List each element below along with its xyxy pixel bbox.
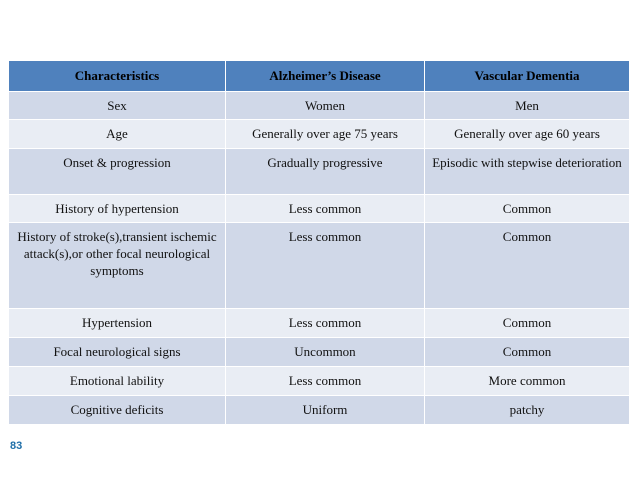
row-vascular-value: Episodic with stepwise deterioration <box>425 149 630 195</box>
table-row <box>9 396 630 425</box>
row-characteristic: Focal neurological signs <box>9 338 226 367</box>
row-vascular-value: Common <box>425 223 630 309</box>
table-row <box>9 120 630 149</box>
comparison-table <box>8 60 630 425</box>
table-row <box>9 195 630 223</box>
row-vascular-value: Men <box>425 92 630 120</box>
row-alzheimers-value: Gradually progressive <box>226 149 425 195</box>
row-characteristic: History of stroke(s),transient ischemic attack(s),or other focal neurological symptoms <box>9 223 226 309</box>
header-alzheimers-disease: Alzheimer’s Disease <box>226 61 425 92</box>
table-header-row <box>9 61 630 92</box>
header-characteristics: Characteristics <box>9 61 226 92</box>
table-row <box>9 367 630 396</box>
slide-number: 83 <box>10 440 23 452</box>
row-vascular-value: Common <box>425 309 630 338</box>
table-row <box>9 338 630 367</box>
table-row <box>9 223 630 309</box>
row-characteristic: Age <box>9 120 226 149</box>
row-characteristic: Cognitive deficits <box>9 396 226 425</box>
row-alzheimers-value: Women <box>226 92 425 120</box>
row-characteristic: Emotional lability <box>9 367 226 396</box>
row-alzheimers-value: Less common <box>226 309 425 338</box>
table-row <box>9 149 630 195</box>
row-alzheimers-value: Generally over age 75 years <box>226 120 425 149</box>
row-characteristic: Onset & progression <box>9 149 226 195</box>
row-vascular-value: Common <box>425 195 630 223</box>
row-alzheimers-value: Uniform <box>226 396 425 425</box>
row-vascular-value: patchy <box>425 396 630 425</box>
header-vascular-dementia: Vascular Dementia <box>425 61 630 92</box>
row-alzheimers-value: Less common <box>226 223 425 309</box>
row-characteristic: History of hypertension <box>9 195 226 223</box>
table-row <box>9 309 630 338</box>
table-row <box>9 92 630 120</box>
row-vascular-value: Common <box>425 338 630 367</box>
row-characteristic: Hypertension <box>9 309 226 338</box>
row-characteristic: Sex <box>9 92 226 120</box>
comparison-table-container <box>8 60 629 425</box>
row-vascular-value: More common <box>425 367 630 396</box>
row-vascular-value: Generally over age 60 years <box>425 120 630 149</box>
row-alzheimers-value: Less common <box>226 367 425 396</box>
row-alzheimers-value: Less common <box>226 195 425 223</box>
row-alzheimers-value: Uncommon <box>226 338 425 367</box>
